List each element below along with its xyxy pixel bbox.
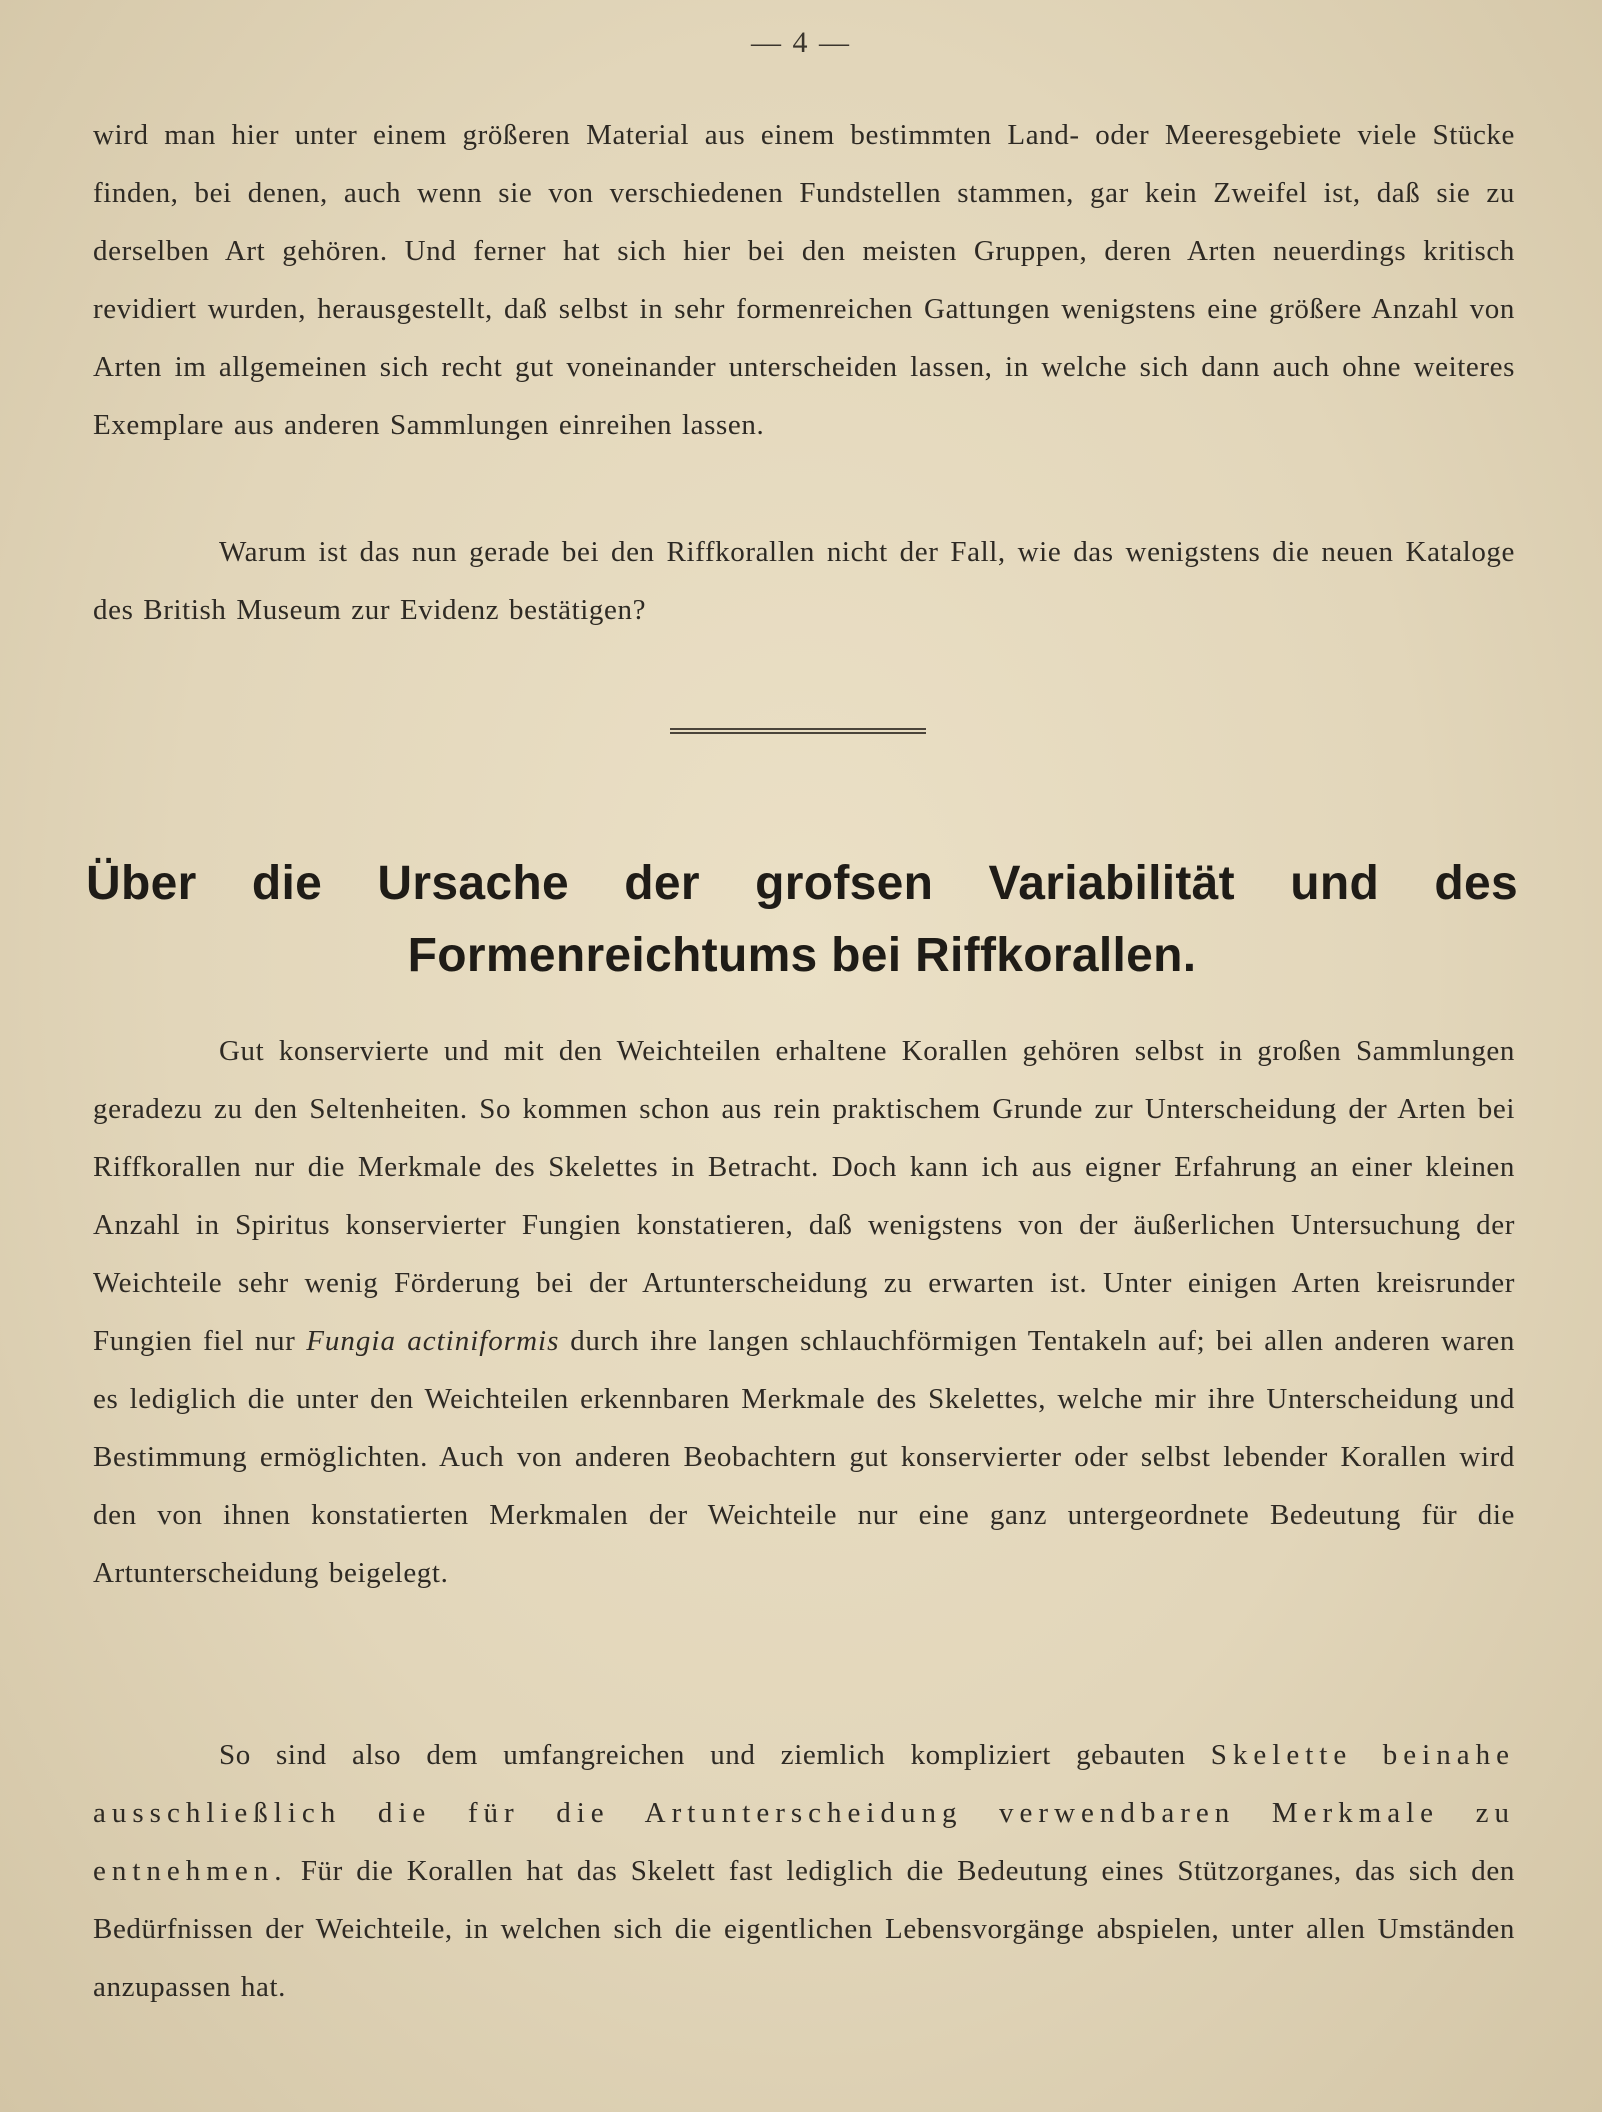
species-name: Fungia actiniformis — [306, 1325, 560, 1357]
paragraph-3-part-a: Gut konservierte und mit den Weichteilen erhaltene Korallen gehören selbst in großen Sammlungen geradezu zu den Seltenheiten. So kommen schon aus rein praktischem Grunde zur Unterscheidung der Arten bei Riffkorallen nur die Merkmale des Skelettes in Betracht. Doch kann ich aus eigner Erfahrung an einer kleinen Anzahl in Spiritus konservierter Fungien konstatieren, daß wenigstens von der äußerlichen Untersuchung der Weichteile sehr wenig Förderung bei der Artunterscheidung zu erwarten ist. Unter einigen Arten kreisrunder Fungien fiel nur — [93, 1035, 1515, 1357]
paragraph-4-part-a: So sind also dem umfangreichen und ziemlich kompliziert gebauten — [219, 1739, 1186, 1771]
paragraph-3-part-b: durch ihre langen schlauchförmigen Tentakeln auf; bei allen anderen waren es lediglich die unter den Weichteilen erkennbaren Merkmale des Skelettes, welche mir ihre Unterscheidung und Bestimmung ermöglichten. Auch von anderen Beobachtern gut konservierter oder selbst lebender Korallen wird den von ihnen konstatierten Merkmalen der Weichteile nur eine ganz untergeordnete Bedeutung für die Artunterscheidung beigelegt. — [93, 1325, 1516, 1589]
paragraph-3 — [93, 1022, 1515, 1602]
section-heading: Über die Ursache der grofsen Variabilität und des Formenreichtums bei Riffkorallen. — [86, 857, 1518, 982]
paragraph-4-text — [93, 1726, 1515, 2016]
paragraph-2 — [93, 523, 1515, 639]
paragraph-2-text: Warum ist das nun gerade bei den Riffkorallen nicht der Fall, wie das wenigstens die neuen Kataloge des British Museum zur Evidenz bestätigen? — [93, 536, 1515, 626]
paragraph-4-part-b: Für die Korallen hat das Skelett fast lediglich die Bedeutung eines Stützorganes, das sich den Bedürfnissen der Weichteile, in welchen sich die eigentlichen Lebensvorgänge abspielen, unter allen Umständen anzupassen hat. — [93, 1855, 1515, 2003]
paragraph-1 — [93, 106, 1515, 454]
page-number: — 4 — — [751, 26, 851, 59]
paragraph-4 — [93, 1726, 1515, 2016]
section-divider — [670, 728, 926, 734]
paragraph-1-text: wird man hier unter einem größeren Material aus einem bestimmten Land- oder Meeresgebiete viele Stücke finden, bei denen, auch wenn sie von verschiedenen Fundstellen stammen, gar kein Zweifel ist, daß sie zu derselben Art gehören. Und ferner hat sich hier bei den meisten Gruppen, deren Arten neuerdings kritisch revidiert wurden, herausgestellt, daß selbst in sehr formenreichen Gattungen wenigstens eine größere Anzahl von Arten im allgemeinen sich recht gut voneinander unterscheiden lassen, in welche sich dann auch ohne weiteres Exemplare aus anderen Sammlungen einreihen lassen. — [93, 119, 1515, 441]
paragraph-3-text — [93, 1022, 1515, 1602]
paragraph-4-emphasis: Skelette beinahe ausschließlich die für die Artunterscheidung verwendbaren Merkmale zu entnehmen. — [93, 1739, 1515, 1887]
